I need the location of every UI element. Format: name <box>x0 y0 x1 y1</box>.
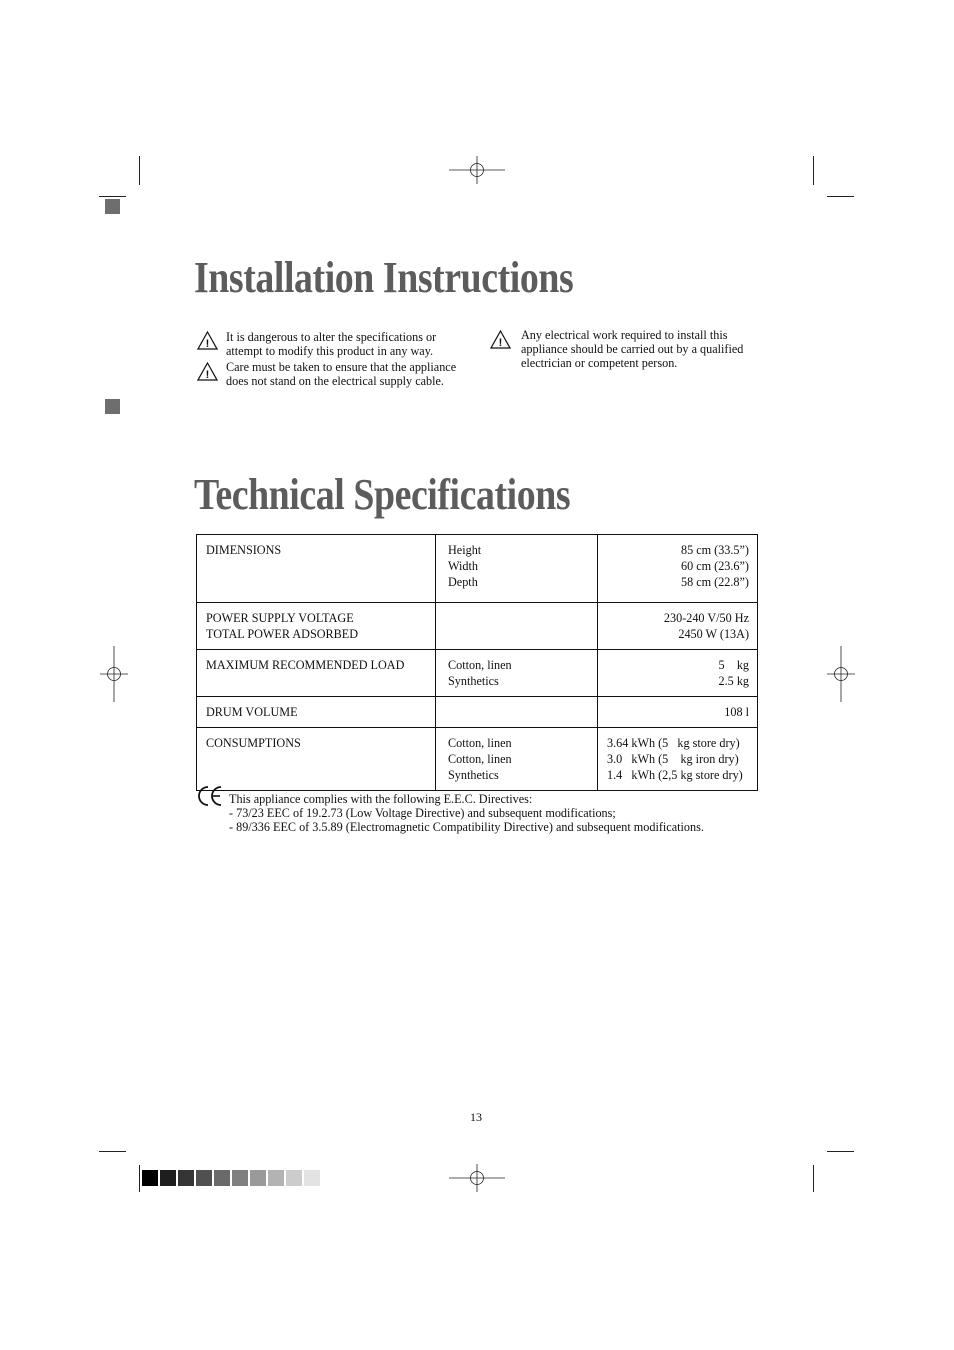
table-row <box>197 603 758 650</box>
svg-text:!: ! <box>205 369 210 381</box>
crop-mark <box>139 156 140 185</box>
color-swatch <box>286 1170 302 1186</box>
registration-mark-icon <box>449 1150 505 1206</box>
spec-value: 5 kg 2.5 kg <box>598 650 758 697</box>
spec-label: CONSUMPTIONS <box>197 728 436 791</box>
spec-sub: Cotton, linen Cotton, linen Synthetics <box>436 728 598 791</box>
crop-mark <box>99 196 126 197</box>
color-swatch <box>304 1170 320 1186</box>
warning-text: Any electrical work required to install this appliance should be carried out by a qualified electrician or competent person. <box>521 328 744 370</box>
crop-mark <box>827 196 854 197</box>
spec-label: DRUM VOLUME <box>197 697 436 728</box>
table-row <box>197 535 758 603</box>
spec-table <box>196 534 758 791</box>
svg-text:!: ! <box>205 338 210 350</box>
warning-triangle-icon <box>197 331 218 350</box>
spec-value: 230-240 V/50 Hz 2450 W (13A) <box>598 603 758 650</box>
spec-sub <box>436 603 598 650</box>
warning-text: It is dangerous to alter the specifications or attempt to modify this product in any way. <box>226 330 437 358</box>
spec-value: 3.64 kWh (5 kg store dry) 3.0 kWh (5 kg iron dry) 1.4 kWh (2,5 kg store dry) <box>598 728 758 791</box>
registration-mark-icon <box>449 142 505 198</box>
section-marker <box>105 199 120 214</box>
table-row <box>197 697 758 728</box>
page-number: 13 <box>470 1110 482 1124</box>
table-row <box>197 650 758 697</box>
color-swatch <box>232 1170 248 1186</box>
spec-sub <box>436 697 598 728</box>
color-swatch <box>178 1170 194 1186</box>
crop-mark <box>99 1151 126 1152</box>
crop-mark <box>813 1165 814 1192</box>
spec-label: MAXIMUM RECOMMENDED LOAD <box>197 650 436 697</box>
registration-mark-icon <box>813 646 869 702</box>
spec-label: POWER SUPPLY VOLTAGE TOTAL POWER ADSORBED <box>197 603 436 650</box>
spec-label: DIMENSIONS <box>197 535 436 603</box>
color-swatch <box>250 1170 266 1186</box>
spec-sub: Height Width Depth <box>436 535 598 603</box>
table-row <box>197 728 758 791</box>
color-swatch <box>142 1170 158 1186</box>
svg-text:!: ! <box>498 337 503 349</box>
warning-triangle-icon <box>490 330 511 349</box>
spec-value: 108 l <box>598 697 758 728</box>
compliance-text: This appliance complies with the following E.E.C. Directives: - 73/23 EEC of 19.2.73 (Low Voltage Directive) and subsequent modifications; - 89/336 EEC of 3.5.89 (Electromagnetic Compatibility Directive) and subsequent modifications. <box>229 792 704 834</box>
crop-mark <box>139 1165 140 1192</box>
installation-title: Installation Instructions <box>194 253 574 302</box>
color-swatch <box>268 1170 284 1186</box>
technical-title: Technical Specifications <box>194 470 571 519</box>
spec-value: 85 cm (33.5”) 60 cm (23.6”) 58 cm (22.8”) <box>598 535 758 603</box>
ce-mark-icon <box>197 785 223 807</box>
registration-mark-icon <box>86 646 142 702</box>
crop-mark <box>827 1151 854 1152</box>
color-swatch <box>196 1170 212 1186</box>
crop-mark <box>813 156 814 185</box>
warning-text: Care must be taken to ensure that the appliance does not stand on the electrical supply cable. <box>226 360 457 388</box>
section-marker <box>105 399 120 414</box>
color-swatch <box>214 1170 230 1186</box>
warning-triangle-icon <box>197 362 218 381</box>
spec-sub: Cotton, linen Synthetics <box>436 650 598 697</box>
color-swatch <box>160 1170 176 1186</box>
